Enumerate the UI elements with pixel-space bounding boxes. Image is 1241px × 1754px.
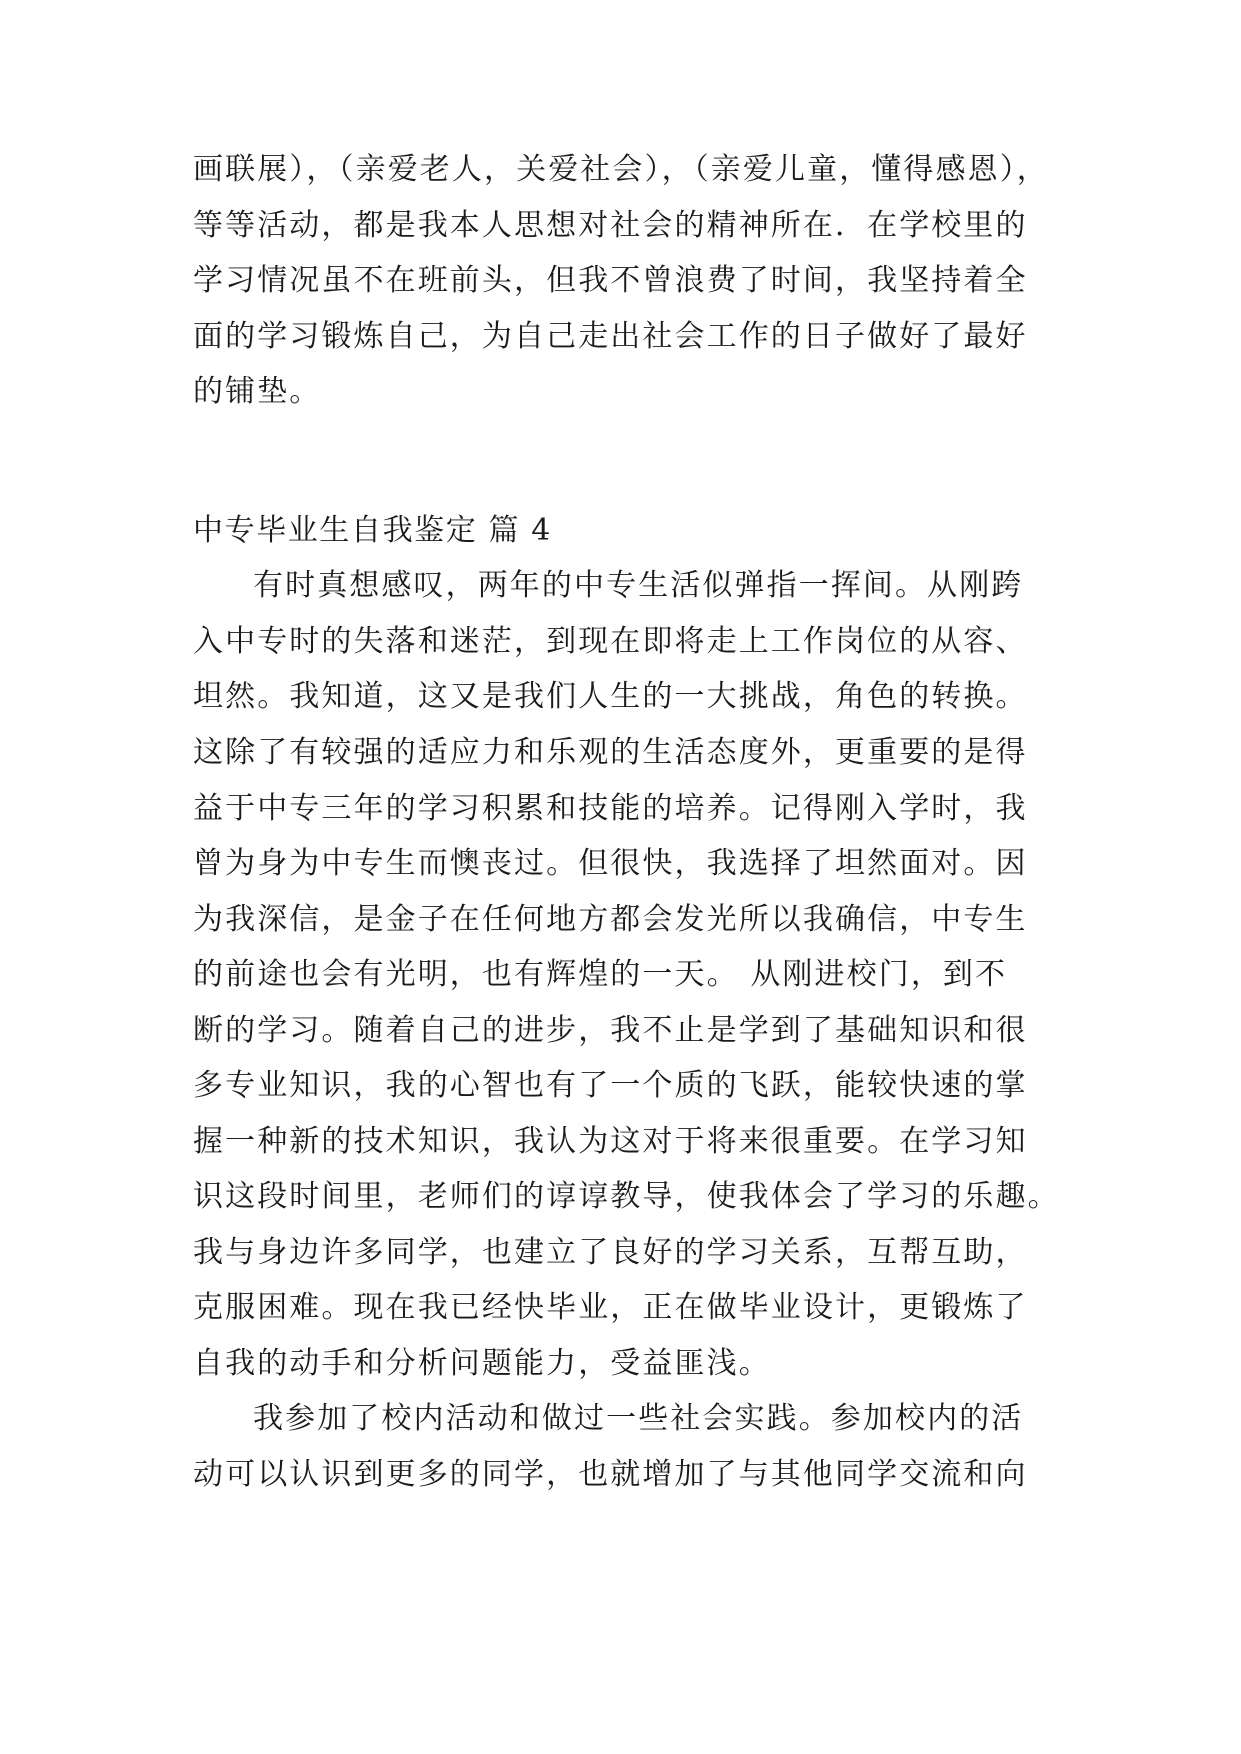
section-heading: 中专毕业生自我鉴定 篇 4 [193, 513, 552, 548]
text-line: 自我的动手和分析问题能力，受益匪浅。 [193, 1346, 771, 1381]
text-line: 画联展），（亲爱老人，关爱社会），（亲爱儿童，懂得感恩）， [193, 152, 1049, 187]
text-line: 我参加了校内活动和做过一些社会实践。参加校内的活 [253, 1401, 1024, 1436]
text-line: 这除了有较强的适应力和乐观的生活态度外，更重要的是得 [193, 735, 1028, 770]
text-line: 的铺垫。 [193, 374, 322, 409]
text-line: 学习情况虽不在班前头，但我不曾浪费了时间，我坚持着全 [193, 263, 1028, 298]
text-line: 识这段时间里，老师们的谆谆教导，使我体会了学习的乐趣。 [193, 1179, 1060, 1214]
text-line: 等等活动，都是我本人思想对社会的精神所在．在学校里的 [193, 208, 1028, 243]
text-line: 为我深信，是金子在任何地方都会发光所以我确信，中专生 [193, 902, 1028, 937]
text-line: 断的学习。随着自己的进步，我不止是学到了基础知识和很 [193, 1013, 1028, 1048]
text-line: 克服困难。现在我已经快毕业，正在做毕业设计，更锻炼了 [193, 1290, 1028, 1325]
text-line: 多专业知识，我的心智也有了一个质的飞跃，能较快速的掌 [193, 1068, 1028, 1103]
text-line: 我与身边许多同学，也建立了良好的学习关系，互帮互助， [193, 1235, 1028, 1270]
text-line: 坦然。我知道，这又是我们人生的一大挑战，角色的转换。 [193, 679, 1028, 714]
text-line: 动可以认识到更多的同学，也就增加了与其他同学交流和向 [193, 1457, 1028, 1492]
text-line: 有时真想感叹，两年的中专生活似弹指一挥间。从刚跨 [253, 568, 1024, 603]
text-line: 握一种新的技术知识，我认为这对于将来很重要。在学习知 [193, 1124, 1028, 1159]
text-line: 面的学习锻炼自己，为自己走出社会工作的日子做好了最好 [193, 319, 1028, 354]
text-line: 的前途也会有光明，也有辉煌的一天。 从刚进校门，到不 [193, 957, 1008, 992]
text-line: 入中专时的失落和迷茫，到现在即将走上工作岗位的从容、 [193, 624, 1028, 659]
text-line: 曾为身为中专生而懊丧过。但很快，我选择了坦然面对。因 [193, 846, 1028, 881]
text-line: 益于中专三年的学习积累和技能的培养。记得刚入学时，我 [193, 791, 1028, 826]
